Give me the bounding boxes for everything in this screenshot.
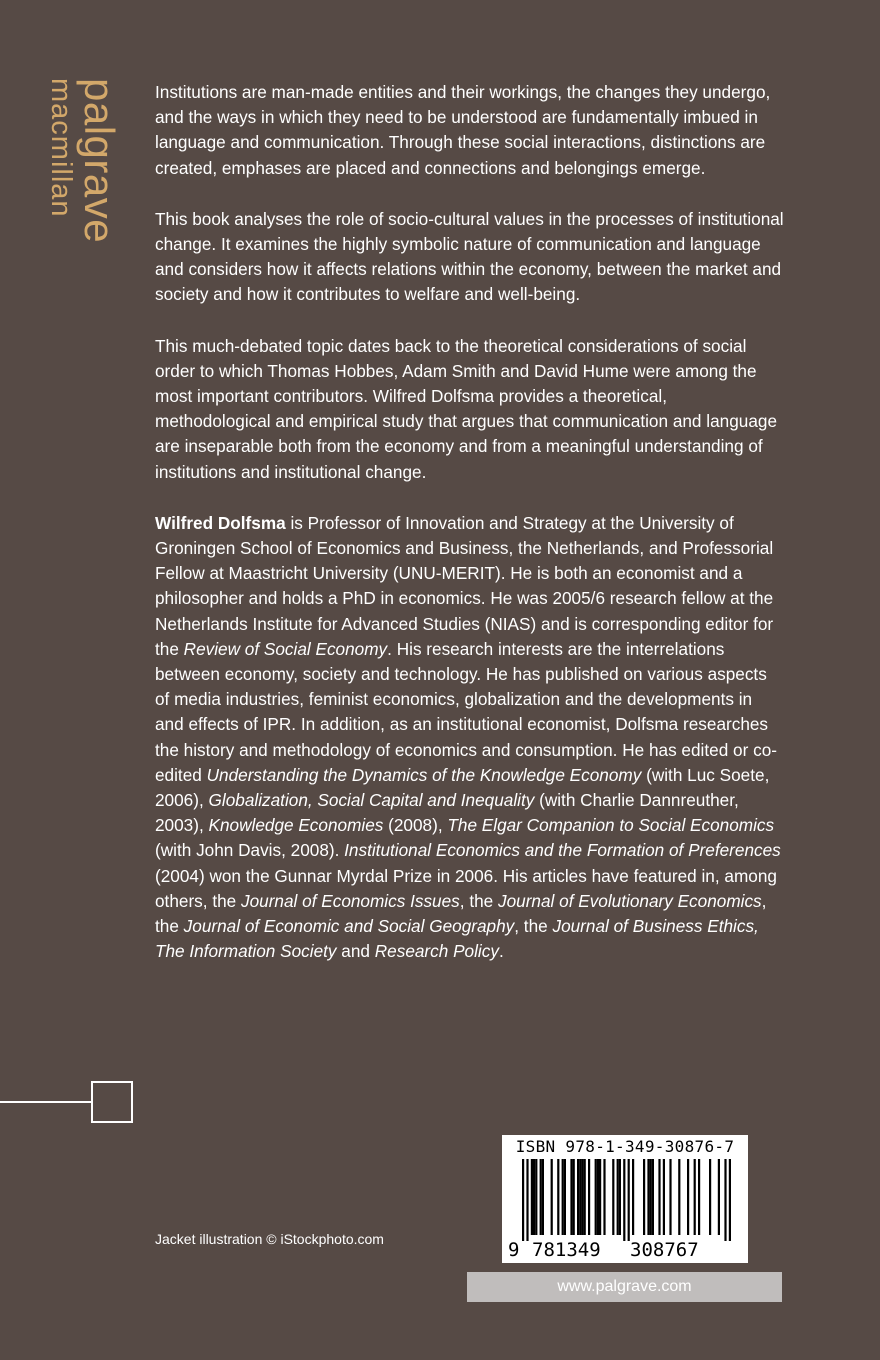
journal-title: Journal of Economic and Social Geography [183,916,515,937]
journal-title: Journal of Business Ethics, The Information Society [155,916,759,962]
barcode-bar [663,1159,665,1235]
barcode-bar [599,1159,601,1235]
publisher-logo [40,78,123,278]
barcode-bar [617,1159,619,1235]
barcode-bar [535,1159,537,1235]
ean-right-group: 308767 [630,1239,699,1261]
logo-palgrave: palgrave [76,78,123,244]
barcode-bar [581,1159,583,1235]
ean-left-group: 781349 [532,1239,601,1261]
publisher-url[interactable]: www.palgrave.com [467,1272,782,1302]
barcode-bars [502,1159,748,1241]
barcode-bar [551,1159,553,1235]
barcode-bar [522,1159,524,1241]
blurb-paragraph-3: This much-debated topic dates back to the theoretical considerations of social order to which Thomas Hobbes, Adam Smith and David Hume were among the most important contributors. Wilfred Dolfsma provides a theoretical, methodological and empirical study that argues that communication and language are inseparable both from the economy and from a meaningful understanding of institutions and institutional change. [155,335,777,482]
ean-first-digit: 9 [508,1239,520,1261]
barcode-bar [628,1159,630,1241]
barcode-bar [531,1159,533,1235]
barcode-bar [570,1159,572,1235]
barcode-bar [623,1159,625,1241]
barcode-bar [729,1159,731,1241]
book-title: Institutional Economics and the Formation of Preferences [344,840,781,861]
journal-title: Research Policy [374,941,499,962]
barcode-bar [540,1159,542,1235]
barcode-bar [724,1159,726,1241]
blurb-paragraph-1: Institutions are man-made entities and their workings, the changes they undergo, and the ways in which they need to be understood are fundamentally imbued in language and communication. Through these social interactions, distinctions are created, emphases are placed and connections and belongings emerge. [155,82,771,178]
barcode-bar [650,1159,652,1235]
decorative-line [0,1101,91,1103]
barcode-bar [557,1159,559,1235]
barcode-bar [669,1159,671,1235]
barcode-bar [694,1159,696,1235]
barcode-bar [573,1159,575,1235]
isbn-barcode [502,1135,748,1263]
barcode-bar [579,1159,581,1235]
barcode-bar [597,1159,599,1235]
barcode-bar [643,1159,645,1235]
barcode-bar [652,1159,654,1235]
barcode-bar [564,1159,566,1235]
barcode-bar [562,1159,564,1235]
logo-macmillan: macmillan [45,78,77,218]
book-title: Understanding the Dynamics of the Knowledge Economy [206,764,642,785]
book-title: The Elgar Companion to Social Economics [447,815,775,836]
barcode-bar [718,1159,720,1235]
barcode-bar [542,1159,544,1235]
journal-title: Review of Social Economy [183,638,388,659]
illustration-credit: Jacket illustration © iStockphoto.com [155,1231,384,1247]
barcode-bar [658,1159,660,1235]
author-bio: Wilfred Dolfsma is Professor of Innovation and Strategy at the University of Groningen School of Economics and Business, the Netherlands, and Professorial Fellow at Maastricht University (UNU-MERIT). He is both an economist and a philosopher and holds a PhD in economics. He was 2005/6 research fellow at the Netherlands Institute for Advanced Studies (NIAS) and is corresponding editor for the Review of Social Economy. His research interests are the interrelations between economy, society and technology. He has published on various aspects of media industries, feminist economics, globalization and the developments in and effects of IPR. In addition, as an institutional economist, Dolfsma researches the history and methodology of economics and consumption. He has edited or co-edited Understanding the Dynamics of the Knowledge Economy (with Luc Soete, 2006), Globalization, Social Capital and Inequality (with Charlie Dannreuther, 2003), Knowledge Economies (2008), The Elgar Companion to Social Economics (with John Davis, 2008). Institutional Economics and the Formation of Preferences (2004) won the Gunnar Myrdal Prize in 2006. His articles have featured in, among others, the Journal of Economics Issues, the Journal of Evolutionary Economics, the Journal of Economic and Social Geography, the Journal of Business Ethics, The Information Society and Research Policy. [155,512,781,962]
barcode-bar [526,1159,528,1241]
back-cover-text [155,80,785,991]
journal-title: Journal of Evolutionary Economics [497,890,762,911]
journal-title: Journal of Economics Issues [241,890,460,911]
barcode-bar [612,1159,614,1235]
barcode-bar [619,1159,621,1235]
blurb-paragraph-2: This book analyses the role of socio-cultural values in the processes of institutional change. It examines the highly symbolic nature of communication and language and considers how it affects relations within the economy, between the market and society and how it contributes to welfare and well-being. [155,208,784,305]
isbn-label: ISBN 978-1-349-30876-7 [515,1137,735,1156]
barcode-bar [698,1159,700,1235]
barcode-bar [647,1159,649,1235]
barcode-bar [588,1159,590,1235]
barcode-bar [687,1159,689,1235]
decorative-square [91,1081,133,1123]
book-title: Knowledge Economies [208,815,384,836]
barcode-bar [603,1159,605,1235]
barcode-bar [584,1159,586,1235]
barcode-bar [595,1159,597,1235]
book-title: Globalization, Social Capital and Inequality [208,790,535,811]
barcode-bar [678,1159,680,1235]
barcode-bar [533,1159,535,1235]
barcode-bar [577,1159,579,1235]
author-name: Wilfred Dolfsma [155,512,286,533]
barcode-bar [632,1159,634,1235]
barcode-bar [709,1159,711,1235]
